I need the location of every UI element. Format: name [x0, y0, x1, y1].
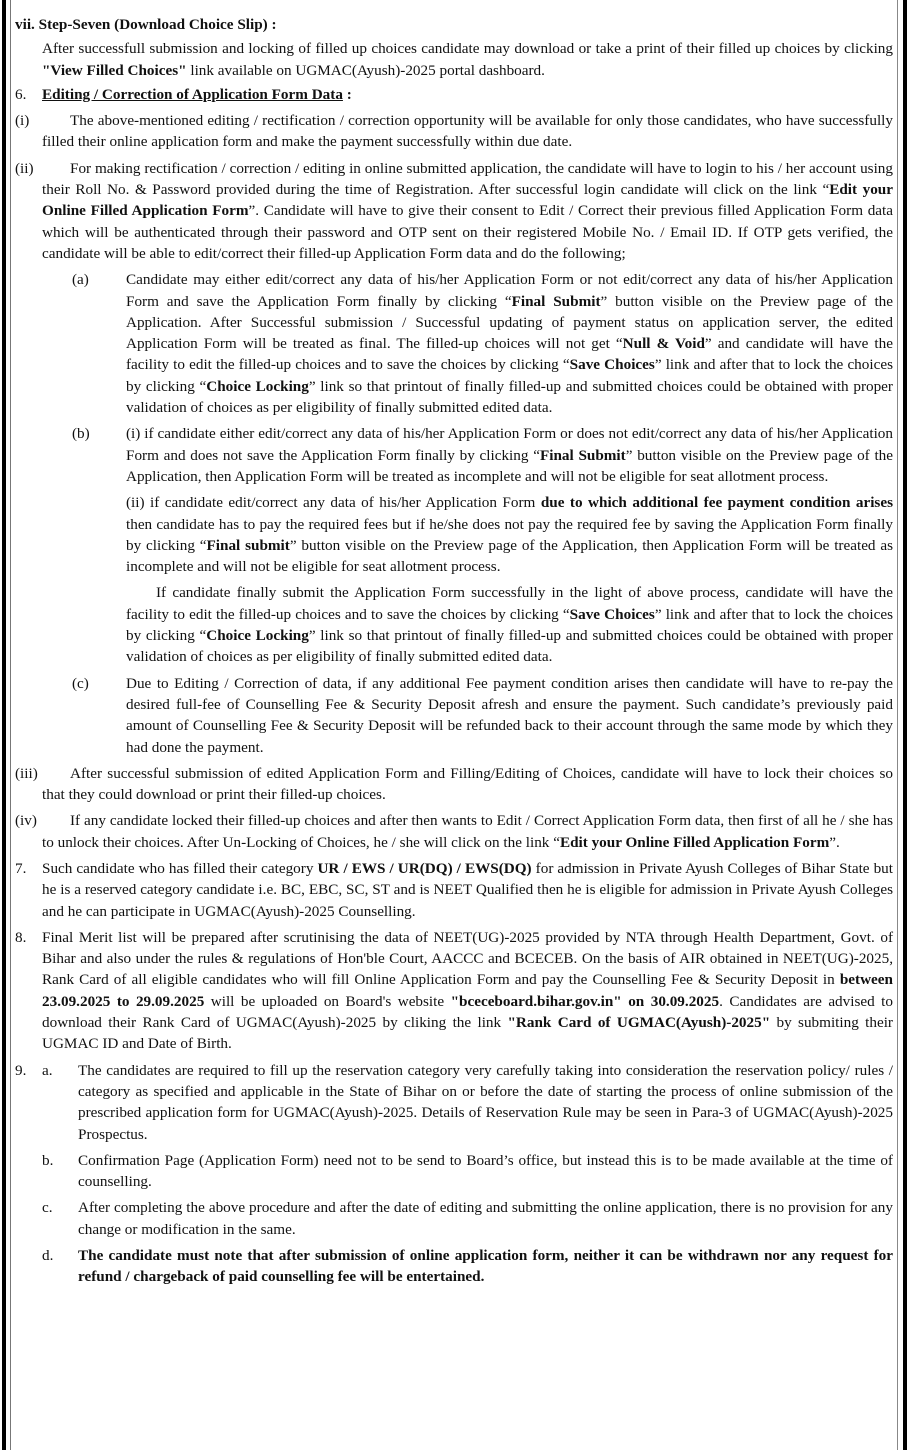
section-7-number: 7. [15, 859, 27, 877]
section-6-item-iii [15, 763, 893, 806]
date-range-text: between 23.09.2025 to 29.09.2025 [42, 971, 893, 1010]
text-segment: ” link and after that to lock the choices by clicking “ [126, 605, 893, 645]
subitem-label: d. [42, 1247, 54, 1265]
section-6-subitem-b [72, 423, 893, 667]
subitem-label: (b) [72, 425, 90, 443]
text-segment: then candidate has to pay the required fees but if he/she does not pay the required fee by saving the Application Form finally by clicking “ [126, 515, 893, 554]
page-border-right-thin [897, 0, 898, 1450]
subitem-text: After completing the above procedure and after the date of editing and submitting the online application, there is no provision for any change or modification in the same. [78, 1199, 893, 1238]
section-7-text [42, 858, 893, 922]
step-seven-title: vii. Step-Seven (Download Choice Slip) : [15, 16, 277, 33]
choice-locking-text: Choice Locking [206, 377, 309, 395]
step-seven-body [42, 38, 893, 81]
subitem-text: Due to Editing / Correction of data, if any additional Fee payment condition arises then candidate will have to re-pay the desired full-fee of Counselling Fee & Security Deposit afresh and ensure the payment. Such candidate’s previously paid amount of Counselling Fee & Security Deposit will be refunded back to their account through the same mode by which they had done the payment. [126, 674, 893, 756]
subitem-text [126, 269, 893, 418]
subitem-text: The candidates are required to fill up the reservation category very carefully taking into consideration the reservation policy/ rules / category as specified and applicable in the State of Bihar on or before the date of starting the process of online submission of the prescribed application form for UGMAC(Ayush)-2025. Details of Reservation Rule may be seen in Para-3 of UGMAC(Ayush)-2025 Prospectus. [78, 1061, 893, 1143]
subitem-body [126, 423, 893, 667]
text-segment: Such candidate who has filled their category [42, 859, 318, 877]
page-border-left-thick [2, 0, 6, 1450]
additional-fee-text: due to which additional fee payment condition arises [540, 494, 893, 512]
choice-locking-text: Choice Locking [206, 627, 309, 645]
section-9-number: 9. [15, 1061, 27, 1079]
section-6-heading [15, 84, 893, 105]
section-6-subitem-a [72, 269, 893, 418]
item-text: After successful submission of edited Application Form and Filling/Editing of Choices, candidate will have to lock their choices so that they could download or print their filled-up choices. [42, 764, 893, 804]
text-segment: If any candidate locked their filled-up choices and after then wants to Edit / Correct Application Form data, then first of all he / she has to unlock their choices. After Un-Locking of Choices, he / she will click on the link “ [42, 812, 893, 851]
subitem-label: (a) [72, 271, 89, 289]
section-7 [15, 858, 893, 922]
text-segment: ” button visible on the Preview page of the Application. After Successful submission / Successful updating of payment status on application server, the edited Application Form will be treated as final. The filled-up choices will not get “ [126, 292, 894, 353]
page-border-right-thick [903, 0, 907, 1450]
text-segment: ”. Candidate will have to give their consent to Edit / Correct their previous filled Application Form data which will be authenticated through their password and OTP sent on their registered Mobile No. / Email ID. If OTP gets verified, the candidate will be able to edit/correct their filled-up Application Form data and do the following; [42, 202, 893, 262]
section-9-item-a [15, 1060, 893, 1145]
final-submit-text: Final Submit [511, 292, 601, 310]
text-segment: (ii) if candidate edit/correct any data of his/her Application Form [126, 494, 541, 512]
item-text [42, 158, 893, 264]
edit-form-link-text: Edit your Online Filled Application Form [42, 181, 893, 220]
subitem-text: The candidate must note that after submission of online application form, neither it can be withdrawn nor any request for refund / chargeback of paid counselling fee will be entertained. [78, 1247, 893, 1286]
subitem-label: c. [42, 1199, 53, 1217]
text-segment: For making rectification / correction / editing in online submitted application, the candidate will have to login to his / her account using their Roll No. & Password provided during the time of Registration. After successful login candidate will click on the link “ [42, 159, 893, 199]
save-choices-text: Save Choices [569, 605, 655, 623]
section-8 [15, 927, 893, 1055]
text-segment: by submiting their UGMAC ID and Date of Birth. [42, 1014, 893, 1053]
text-segment: ” link and after that to lock the choices by clicking “ [126, 356, 893, 395]
document-content [15, 14, 893, 1288]
subitem-b-para-1 [126, 423, 893, 487]
text-segment: Final Merit list will be prepared after scrutinising the data of NEET(UG)-2025 provided by NTA through Health Department, Govt. of Bihar and also under the rules & regulations of Hon'ble Court, AACCC and BCECEB. On the basis of AIR obtained in NEET(UG)-2025, Rank Card of all eligible candidates who will fill Online Application Form and pay the Counselling Fee & Security Deposit in [42, 928, 893, 989]
edit-form-link-text: Edit your Online Filled Application Form [559, 833, 830, 851]
view-filled-choices-link-text: "View Filled Choices" [42, 61, 187, 79]
section-6-number: 6. [15, 85, 27, 103]
text-segment: will be uploaded on Board's website [204, 992, 451, 1010]
item-label: (ii) [15, 159, 34, 177]
final-submit-text: Final submit [206, 536, 290, 554]
step-seven-text: After successfull submission and locking of filled up choices candidate may download or take a print of their filled up choices by clicking [42, 40, 893, 58]
subitem-label: (c) [72, 674, 89, 692]
section-6-item-iv [15, 810, 893, 853]
item-label: (iv) [15, 812, 37, 830]
section-9-item-b [42, 1150, 893, 1193]
text-segment: Candidate may either edit/correct any data of his/her Application Form or not edit/correct any data of his/her Application Form and save the Application Form finally by clicking “ [126, 271, 893, 310]
item-text: The above-mentioned editing / rectification / correction opportunity will be available for only those candidates, who have successfully filled their online application form and make the payment successfully within due date. [42, 112, 893, 151]
section-9-item-d [42, 1245, 893, 1288]
section-6-item-i [15, 110, 893, 153]
text-segment: ” link so that printout of finally filled-up and submitted choices could be obtained with proper validation of choices as per eligibility of finally submitted edited data. [126, 377, 893, 417]
subitem-text: Confirmation Page (Application Form) need not to be send to Board’s office, but instead this is to be made available at the time of counselling. [78, 1151, 893, 1191]
section-6-title: Editing / Correction of Application Form Data [42, 85, 343, 103]
subitem-b-para-3 [126, 582, 893, 667]
item-label: (iii) [15, 764, 38, 782]
text-segment: . Candidates are advised to download their Rank Card of UGMAC(Ayush)-2025 by cliking the link [42, 992, 894, 1032]
step-seven-text-end: link available on UGMAC(Ayush)-2025 portal dashboard. [186, 61, 545, 79]
text-segment: (i) if candidate either edit/correct any data of his/her Application Form or does not edit/correct any data of his/her Application Form and does not save the Application Form finally by clicking “ [126, 425, 893, 464]
text-segment: ” button visible on the Preview page of the Application, then Application Form will be treated as incomplete and will not be eligible for seat allotment process. [126, 446, 894, 485]
text-segment: ” and candidate will have the facility to edit the filled-up choices and to save the choices by clicking “ [126, 335, 893, 374]
text-segment: ”. [829, 833, 840, 851]
section-6-item-ii [15, 158, 893, 264]
section-9-item-c [42, 1197, 893, 1240]
subitem-label: a. [42, 1061, 53, 1079]
item-text [42, 810, 893, 853]
section-8-number: 8. [15, 928, 27, 946]
text-segment: for admission in Private Ayush Colleges of Bihar State but he is a reserved category candidate i.e. BC, EBC, SC, ST and is NEET Qualified then he is eligible for admission in Private Ayush Colleges and he can participate in UGMAC(Ayush)-2025 Counselling. [42, 859, 893, 920]
website-text: "bceceboard.bihar.gov.in" on 30.09.2025 [450, 992, 720, 1010]
text-segment: If candidate finally submit the Application Form successfully in the light of above process, candidate will have the facility to edit the filled-up choices and to save the choices by clicking “ [126, 584, 893, 623]
category-text: UR / EWS / UR(DQ) / EWS(DQ) [317, 859, 532, 877]
subitem-b-para-2 [126, 492, 893, 577]
rank-card-link-text: "Rank Card of UGMAC(Ayush)-2025" [507, 1014, 771, 1032]
subitem-label: b. [42, 1151, 54, 1169]
item-label: (i) [15, 112, 30, 130]
section-6-subitem-c [72, 673, 893, 758]
null-void-text: Null & Void [622, 335, 705, 353]
text-segment: ” link so that printout of finally filled-up and submitted choices could be obtained with proper validation of choices as per eligibility of finally submitted edited data. [126, 627, 893, 666]
final-submit-text: Final Submit [539, 446, 626, 464]
text-segment: ” button visible on the Preview page of the Application, then Application Form will be treated as incomplete and will not be eligible for seat allotment process. [126, 536, 894, 576]
section-6-title-suffix: : [342, 85, 352, 103]
section-8-text [42, 927, 893, 1055]
save-choices-text: Save Choices [569, 356, 655, 374]
page-border-left-thin [10, 0, 11, 1450]
